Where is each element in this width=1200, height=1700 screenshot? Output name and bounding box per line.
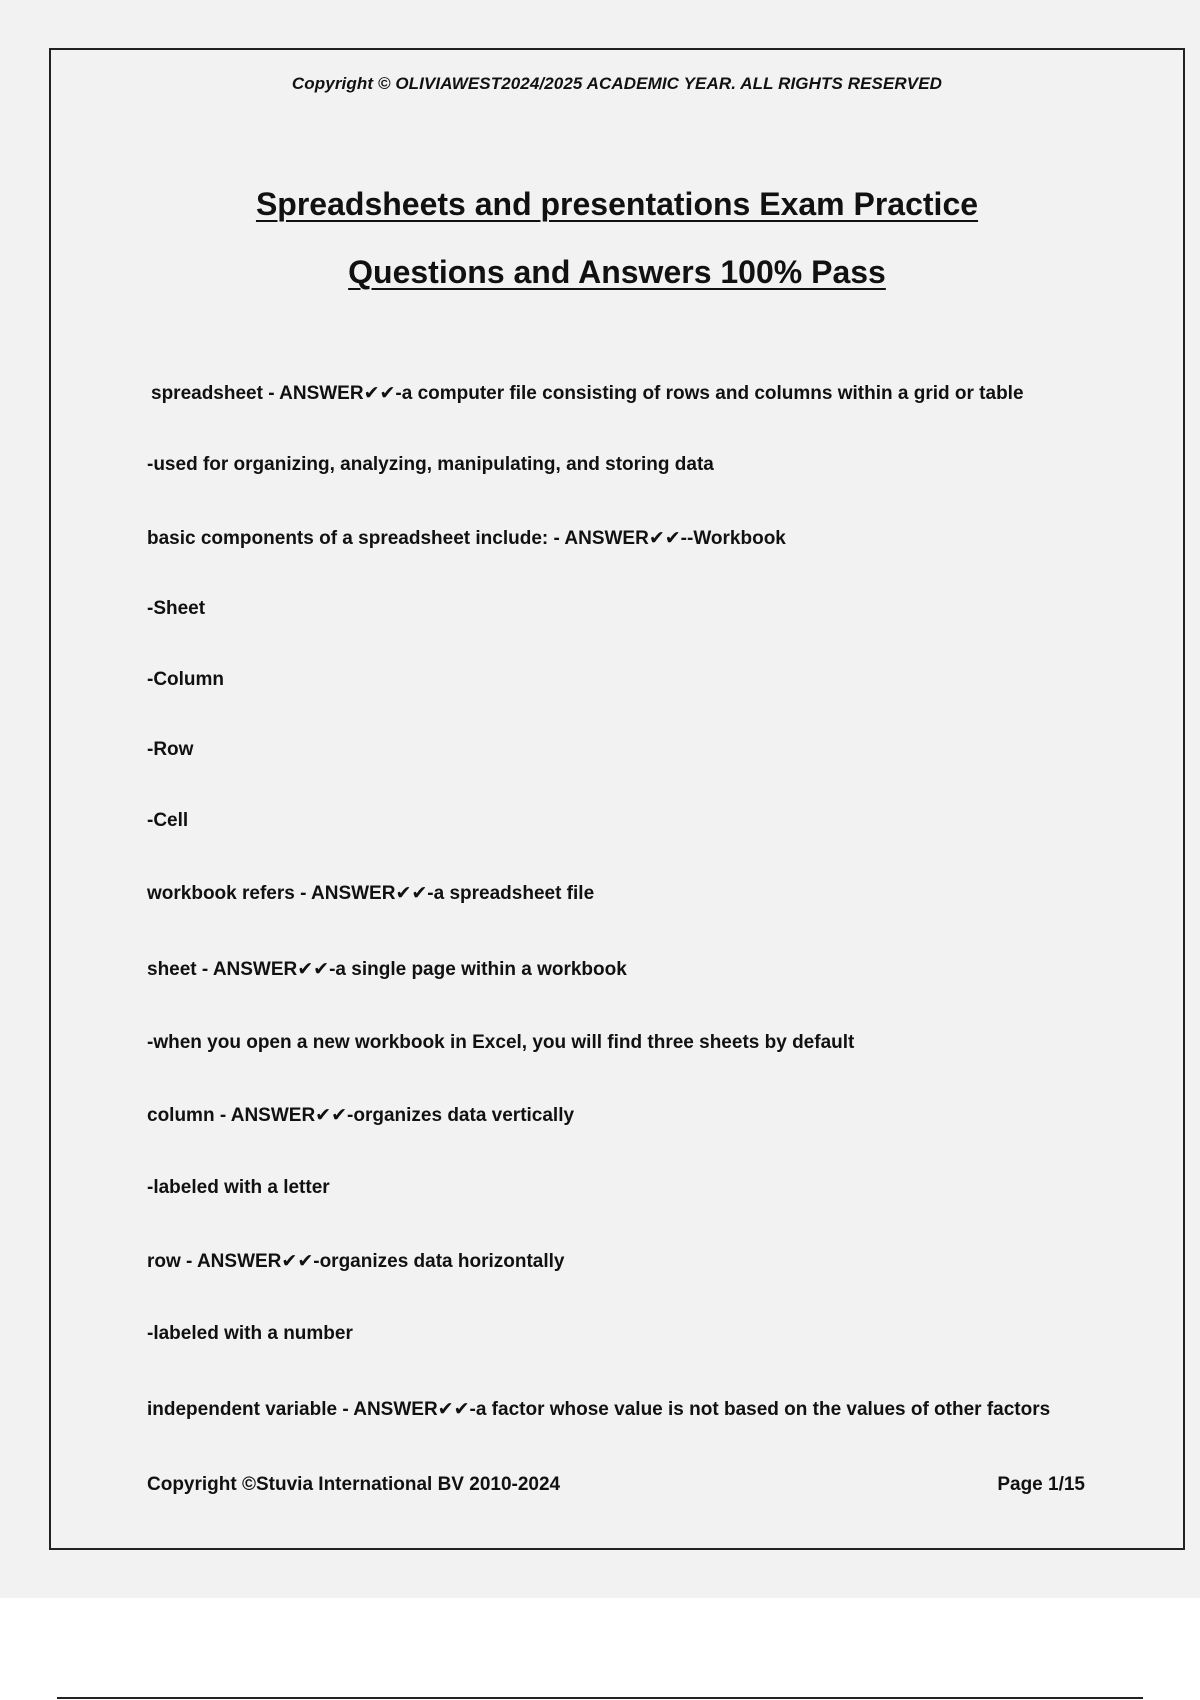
header-copyright: Copyright © OLIVIAWEST2024/2025 ACADEMIC YEAR. ALL RIGHTS RESERVED: [291, 74, 943, 93]
qa-line: -labeled with a letter: [147, 1177, 330, 1198]
qa-line: spreadsheet - ANSWER✔✔-a computer file consisting of rows and columns within a grid or table: [151, 383, 1024, 404]
qa-line: independent variable - ANSWER✔✔-a factor whose value is not based on the values of other factors: [147, 1399, 1051, 1420]
qa-line: basic components of a spreadsheet include: - ANSWER✔✔--Workbook: [147, 528, 786, 549]
qa-line: -Sheet: [147, 598, 206, 619]
next-page-divider: [57, 1697, 1143, 1699]
qa-line: -Row: [147, 739, 194, 760]
footer-copyright: Copyright ©Stuvia International BV 2010-2024: [147, 1474, 561, 1495]
title-line-2: Questions and Answers 100% Pass: [348, 254, 886, 290]
qa-line: workbook refers - ANSWER✔✔-a spreadsheet file: [147, 883, 595, 904]
qa-line: -when you open a new workbook in Excel, you will find three sheets by default: [147, 1032, 855, 1053]
qa-line: column - ANSWER✔✔-organizes data vertically: [147, 1105, 575, 1126]
qa-line: sheet - ANSWER✔✔-a single page within a workbook: [147, 959, 627, 980]
qa-line: -labeled with a number: [147, 1323, 353, 1344]
qa-line: -Cell: [147, 810, 189, 831]
qa-line: -used for organizing, analyzing, manipulating, and storing data: [147, 454, 714, 475]
title-line-1: Spreadsheets and presentations Exam Practice: [255, 186, 979, 222]
qa-line: -Column: [147, 669, 225, 690]
qa-line: row - ANSWER✔✔-organizes data horizontally: [147, 1251, 565, 1272]
page-number: Page 1/15: [997, 1474, 1085, 1495]
document-page: [49, 48, 1185, 1550]
document-title: [51, 170, 1183, 306]
